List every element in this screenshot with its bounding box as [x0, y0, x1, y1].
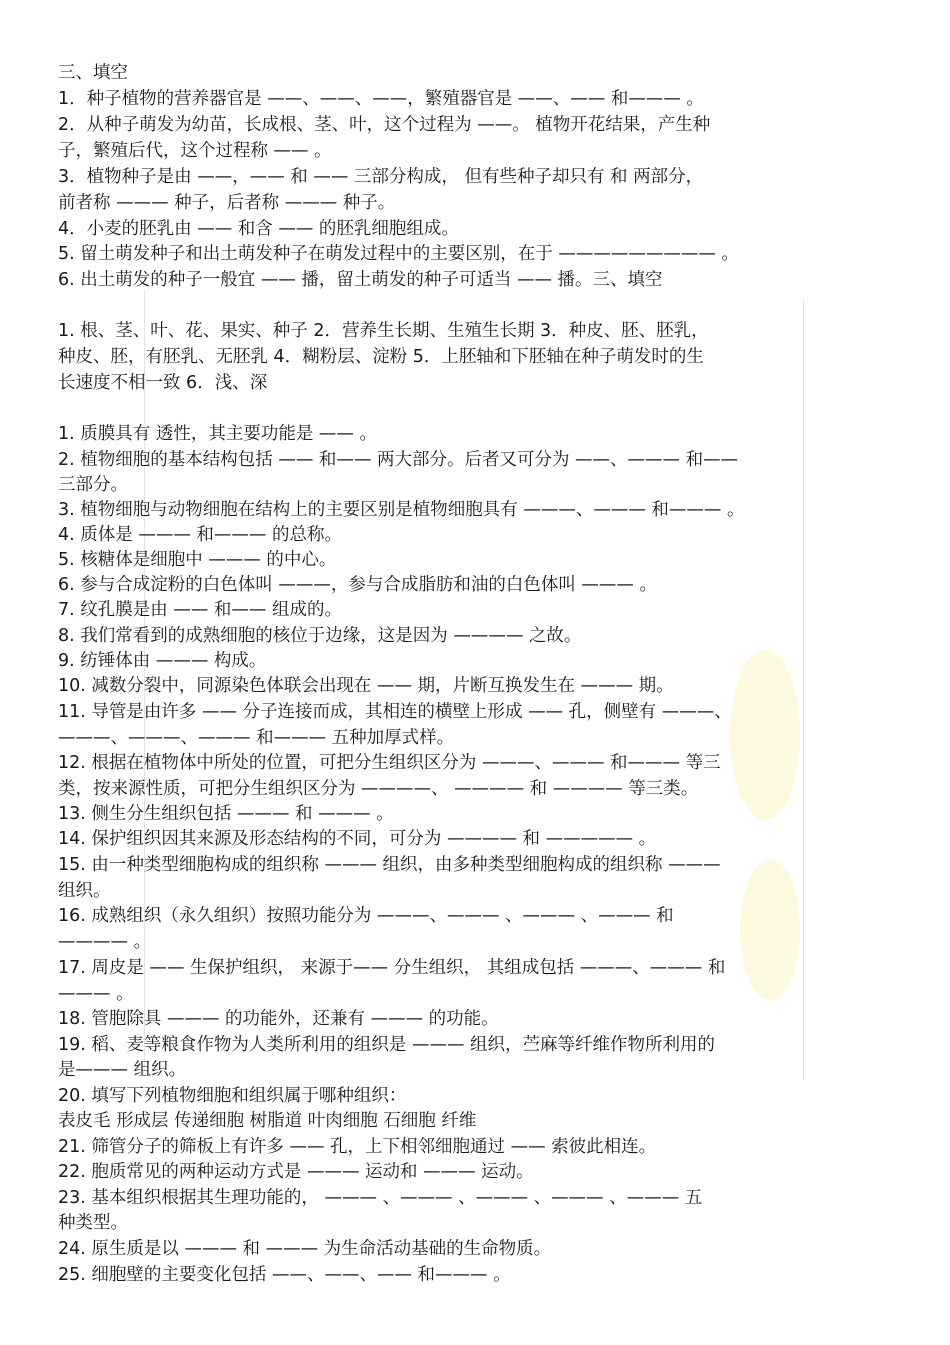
question-line: 前者称 ——— 种子，后者称 ——— 种子。: [58, 193, 396, 213]
question-line: 25. 细胞壁的主要变化包括 ——、——、—— 和——— 。: [58, 1265, 511, 1285]
question-line: 6. 参与合成淀粉的白色体叫 ———，参与合成脂肪和油的白色体叫 ——— 。: [58, 575, 657, 595]
question-line: 19. 稻、麦等粮食作物为人类所利用的组织是 ——— 组织，苎麻等纤维作物所利用的: [58, 1035, 716, 1055]
question-line: 9. 纺锤体由 ——— 构成。: [58, 651, 267, 671]
question-line: 4. 质体是 ——— 和——— 的总称。: [58, 525, 342, 545]
answer-line: 种皮、胚，有胚乳、无胚乳 4．糊粉层、淀粉 5．上胚轴和下胚轴在种子萌发时的生: [58, 347, 704, 367]
question-line: 12. 根据在植物体中所处的位置，可把分生组织区分为 ———、——— 和——— 等三: [58, 753, 721, 773]
question-line: 子，繁殖后代，这个过程称 —— 。: [58, 141, 332, 161]
question-line: 11. 导管是由许多 —— 分子连接而成，其相连的横壁上形成 —— 孔，侧壁有 ———、: [58, 702, 732, 722]
question-line: 3．植物种子是由 ——，—— 和 —— 三部分构成， 但有些种子却只有 和 两部分，: [58, 167, 704, 187]
question-line: 10. 减数分裂中，同源染色体联会出现在 —— 期，片断互换发生在 ——— 期。: [58, 676, 674, 696]
question-line: 5. 核糖体是细胞中 ——— 的中心。: [58, 550, 337, 570]
answer-line: 1. 根、茎、叶、花、果实、种子 2．营养生长期、生殖生长期 3．种皮、胚、胚乳，: [58, 321, 709, 341]
question-line: 是——— 组织。: [58, 1060, 187, 1080]
question-line: 16. 成熟组织（永久组织）按照功能分为 ———、——— 、——— 、——— 和: [58, 906, 674, 926]
answer-line: 长速度不相一致 6．浅、深: [58, 373, 268, 393]
question-line: 表皮毛 形成层 传递细胞 树脂道 叶肉细胞 石细胞 纤维: [58, 1111, 477, 1131]
question-line: 22. 胞质常见的两种运动方式是 ——— 运动和 ——— 运动。: [58, 1162, 534, 1182]
question-line: 1．种子植物的营养器官是 ——、——、——，繁殖器官是 ——、—— 和——— 。: [58, 89, 704, 109]
question-line: 7. 纹孔膜是由 —— 和—— 组成的。: [58, 600, 342, 620]
question-line: 2. 植物细胞的基本结构包括 —— 和—— 两大部分。后者又可分为 ——、——— 和——: [58, 450, 739, 470]
question-line: 23. 基本组织根据其生理功能的， ——— 、——— 、——— 、——— 、——— 五: [58, 1188, 703, 1208]
question-line: 17. 周皮是 —— 生保护组织， 来源于—— 分生组织， 其组成包括 ———、——— 和: [58, 958, 726, 978]
question-line: 4．小麦的胚乳由 —— 和含 —— 的胚乳细胞组成。: [58, 219, 459, 239]
question-line: 13. 侧生分生组织包括 ——— 和 ——— 。: [58, 804, 394, 824]
question-line: 24. 原生质是以 ——— 和 ——— 为生命活动基础的生命物质。: [58, 1239, 552, 1259]
question-line: 类，按来源性质，可把分生组织区分为 ————、 ———— 和 ———— 等三类。: [58, 779, 699, 799]
question-line: 三部分。: [58, 475, 128, 495]
question-line: 8. 我们常看到的成熟细胞的核位于边缘，这是因为 ———— 之故。: [58, 626, 582, 646]
question-line: 14. 保护组织因其来源及形态结构的不同，可分为 ———— 和 ————— 。: [58, 829, 657, 849]
question-line: 21. 筛管分子的筛板上有许多 —— 孔，上下相邻细胞通过 —— 索彼此相连。: [58, 1137, 657, 1157]
question-line: ———— 。: [58, 932, 152, 952]
question-line: 18. 管胞除具 ——— 的功能外，还兼有 ——— 的功能。: [58, 1009, 499, 1029]
question-line: ——— 。: [58, 984, 134, 1004]
question-line: 种类型。: [58, 1213, 128, 1233]
question-line: 3. 植物细胞与动物细胞在结构上的主要区别是植物细胞具有 ———、——— 和——— 。: [58, 500, 745, 520]
question-line: ———、———、——— 和——— 五种加厚式样。: [58, 728, 455, 748]
question-line: 20. 填写下列植物细胞和组织属于哪种组织：: [58, 1086, 407, 1106]
section-heading: 三、填空: [58, 63, 128, 83]
question-line: 6. 出土萌发的种子一般宜 —— 播，留土萌发的种子可适当 —— 播。三、填空: [58, 270, 663, 290]
question-line: 1. 质膜具有 透性，其主要功能是 —— 。: [58, 424, 377, 444]
question-line: 组织。: [58, 881, 111, 901]
question-line: 5. 留土萌发种子和出土萌发种子在萌发过程中的主要区别，在于 ————————— 。: [58, 244, 739, 264]
question-line: 2．从种子萌发为幼苗，长成根、茎、叶，这个过程为 ——。 植物开花结果，产生种: [58, 115, 711, 135]
question-line: 15. 由一种类型细胞构成的组织称 ——— 组织，由多种类型细胞构成的组织称 ———: [58, 855, 721, 875]
